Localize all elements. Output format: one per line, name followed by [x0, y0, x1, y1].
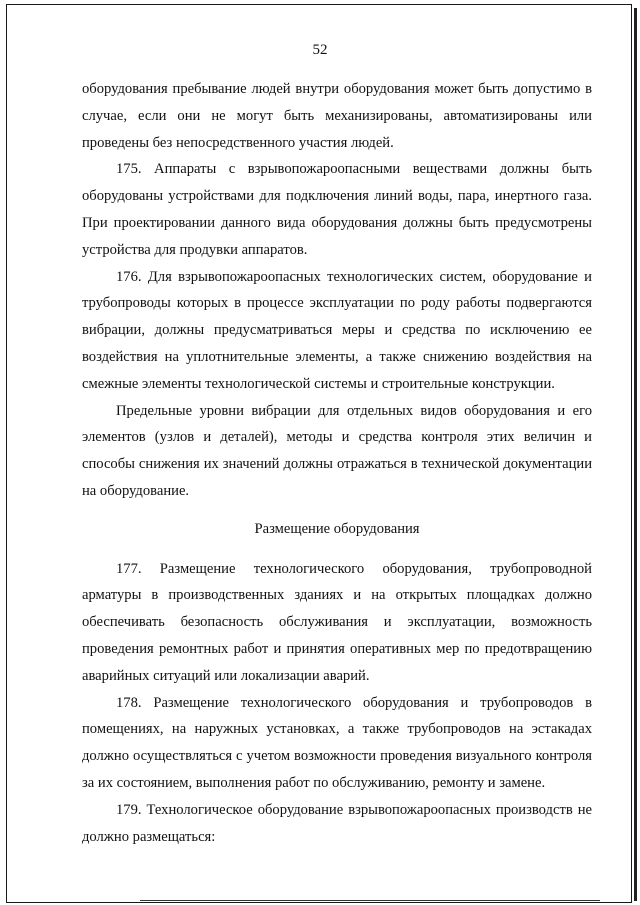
paragraph-continuation: оборудования пребывание людей внутри оборудования может быть допустимо в случае, если они не могут быть механизированы, автоматизированы или проведены без непосредственного участия людей.	[82, 81, 592, 151]
section-heading: Размещение оборудования	[254, 520, 420, 537]
bottom-edge-line	[140, 900, 600, 901]
page-edge-shadow	[634, 8, 637, 901]
page-number: 52	[312, 42, 328, 58]
paragraph-177: 177. Размещение технологического оборудования, трубопроводной арматуры в производственных зданиях и на открытых площадках должно обеспечивать безопасность обслуживания и эксплуатации, возможность проведения ремонтных работ и принятия оперативных мер по предотвращению аварийных ситуаций или локализации аварий.	[82, 560, 592, 684]
paragraph-176: 176. Для взрывопожароопасных технологических систем, оборудование и трубопроводы которых в процессе эксплуатации по роду работы подвергаются вибрации, должны предусматриваться меры и средства по исключению ее воздействия на уплотнительные элементы, а также снижению воздействия на смежные элементы технологической системы и строительные конструкции.	[82, 268, 592, 392]
paragraph-vibration-limits: Предельные уровни вибрации для отдельных видов оборудования и его элементов (узлов и деталей), методы и средства контроля этих величин и способы снижения их значений должны отражаться в технической документации на оборудование.	[82, 402, 592, 499]
paragraph-179: 179. Технологическое оборудование взрывопожароопасных производств не должно размещаться:	[82, 801, 592, 845]
paragraph-178: 178. Размещение технологического оборудования и трубопроводов в помещениях, на наружных установках, а также трубопроводов на эстакадах должно осуществляться с учетом возможности проведения визуального контроля за их состоянием, выполнения работ по обслуживанию, ремонту и замене.	[82, 694, 592, 791]
paragraph-175: 175. Аппараты с взрывопожароопасными веществами должны быть оборудованы устройствами для подключения линий воды, пара, инертного газа. При проектировании данного вида оборудования должны быть предусмотрены устройства для продувки аппаратов.	[82, 161, 592, 258]
document-body	[82, 76, 592, 850]
